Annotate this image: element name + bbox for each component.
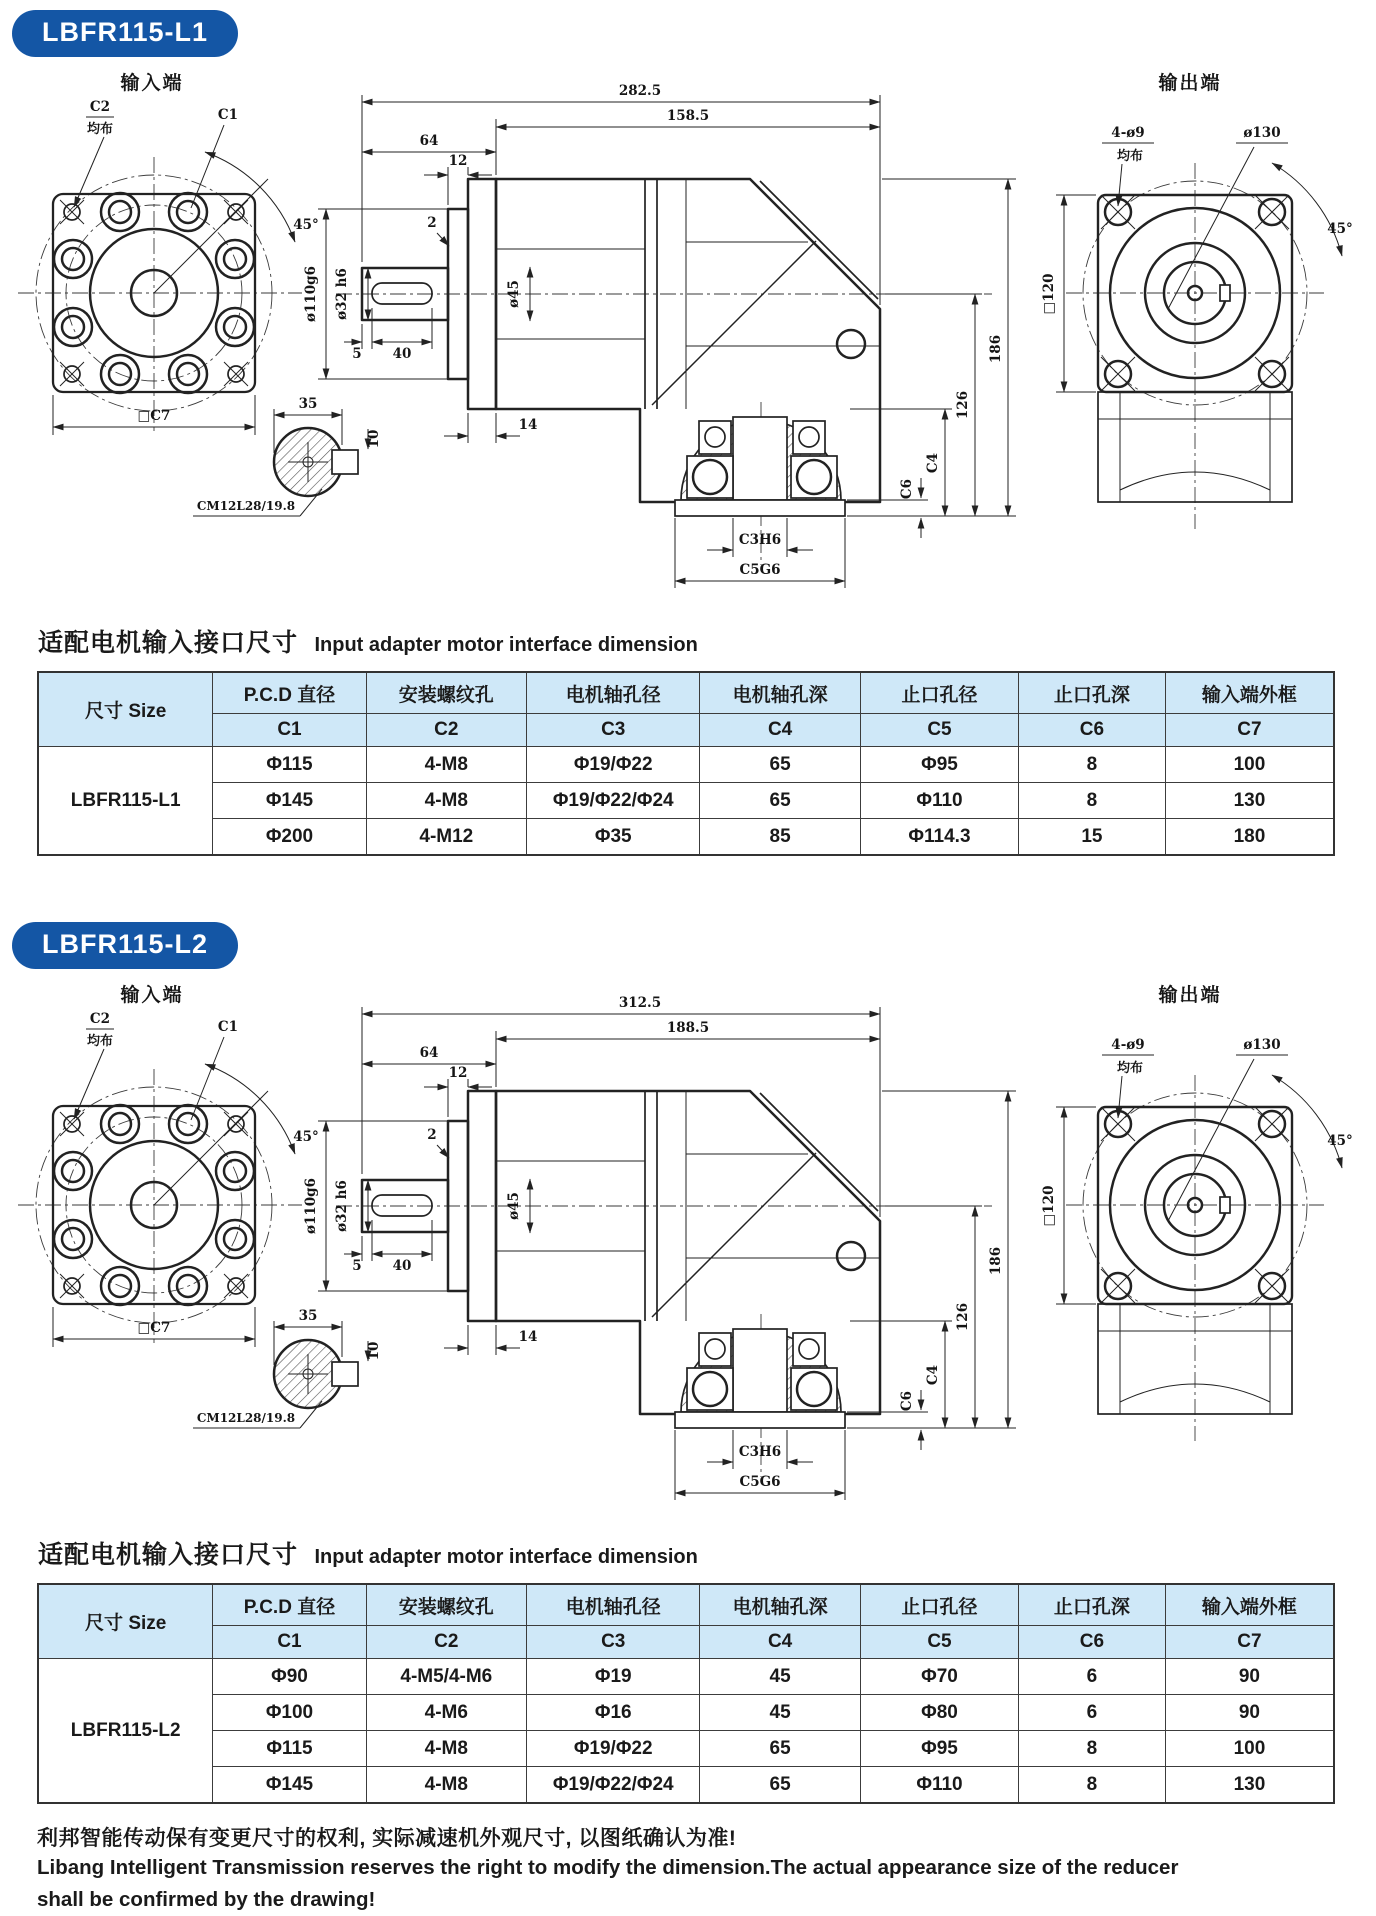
table-section-title (38, 623, 1376, 659)
output-holes-label: 4-ø9 (1111, 125, 1145, 141)
dim-c5g6: C5G6 (739, 562, 781, 578)
output-end-view (1041, 71, 1353, 529)
spec-cell: Φ19 (527, 1659, 700, 1695)
output-square-dim: □120 (1041, 273, 1057, 315)
spec-cell: Φ19/Φ22 (527, 1731, 700, 1767)
spec-cell: 90 (1165, 1659, 1334, 1695)
col-header: 电机轴孔径 (527, 1584, 700, 1626)
spec-cell: Φ19/Φ22/Φ24 (527, 1767, 700, 1804)
spec-cell: 180 (1165, 819, 1334, 856)
side-section-view (193, 995, 1016, 1500)
spec-cell: 4-M12 (366, 819, 527, 856)
model-cell: LBFR115-L2 (38, 1659, 213, 1804)
c2-evenly-label: 均布 (86, 121, 114, 136)
dim-12: 12 (448, 1065, 468, 1081)
detail-10-dim: 10 (366, 429, 382, 449)
spec-cell: 100 (1165, 747, 1334, 783)
col-header: 输入端外框 (1165, 1584, 1334, 1626)
dim-c5g6: C5G6 (739, 1474, 781, 1490)
dim-2: 2 (427, 1127, 437, 1143)
keyway-slot (372, 283, 432, 304)
input-45deg-label: 45° (293, 1129, 319, 1145)
header-row-2 (38, 1626, 1334, 1659)
col-subheader: C5 (860, 1626, 1018, 1659)
c2-evenly-label: 均布 (86, 1033, 114, 1048)
detail-10-dim: 10 (366, 1341, 382, 1361)
spec-cell: Φ115 (213, 1731, 366, 1767)
keyway-slot (372, 1195, 432, 1216)
table-row (38, 747, 1334, 783)
spec-table-l1 (37, 671, 1335, 856)
model-badge: LBFR115-L2 (12, 922, 238, 969)
dim-c4: C4 (925, 1364, 941, 1386)
spec-cell: 6 (1019, 1659, 1166, 1695)
engineering-drawing (0, 969, 1376, 1521)
square-c7-dim: □C7 (137, 408, 171, 424)
spec-table-l2 (37, 1583, 1335, 1804)
col-subheader: C2 (366, 714, 527, 747)
spec-cell: Φ110 (860, 1767, 1018, 1804)
size-header-cell: 尺寸 Size (38, 672, 213, 747)
disclaimer (37, 1822, 1376, 1916)
spec-cell: 4-M8 (366, 747, 527, 783)
col-subheader: C2 (366, 1626, 527, 1659)
input-end-view (18, 983, 319, 1347)
spec-cell: Φ19/Φ22/Φ24 (527, 783, 700, 819)
dim-14: 14 (518, 1329, 538, 1345)
output-end-label: 输出端 (1158, 985, 1222, 1006)
section-lbfr115-l1 (0, 0, 1376, 856)
col-subheader: C1 (213, 1626, 366, 1659)
spec-cell: Φ16 (527, 1695, 700, 1731)
spec-cell: 4-M5/4-M6 (366, 1659, 527, 1695)
disclaimer-en-2: shall be confirmed by the drawing! (37, 1887, 376, 1911)
dim-40: 40 (392, 1258, 412, 1274)
col-subheader: C3 (527, 714, 700, 747)
body-length-dim: 158.5 (666, 108, 710, 124)
dim-c3h6: C3H6 (738, 532, 782, 548)
output-end-view (1041, 983, 1353, 1441)
col-subheader: C7 (1165, 1626, 1334, 1659)
output-d130-label: ø130 (1243, 125, 1281, 141)
spec-cell: 65 (700, 783, 861, 819)
table-title-cn: 适配电机输入接口尺寸 (38, 1541, 299, 1569)
table-row (38, 1767, 1334, 1804)
table-row (38, 783, 1334, 819)
spec-cell: Φ80 (860, 1695, 1018, 1731)
spec-cell: Φ110 (860, 783, 1018, 819)
spec-cell: Φ35 (527, 819, 700, 856)
spec-cell: Φ70 (860, 1659, 1018, 1695)
col-subheader: C1 (213, 714, 366, 747)
shaft-spec-label: CM12L28/19.8 (196, 499, 296, 513)
model-badge: LBFR115-L1 (12, 10, 238, 57)
col-header: 安装螺纹孔 (366, 1584, 527, 1626)
body-length-dim: 188.5 (666, 1020, 710, 1036)
table-section-title (38, 1535, 1376, 1571)
dim-12: 12 (448, 153, 468, 169)
square-c7-dim: □C7 (137, 1320, 171, 1336)
spec-cell: Φ114.3 (860, 819, 1018, 856)
col-header: 电机轴孔深 (700, 672, 861, 714)
dim-d32h6: ø32 h6 (334, 1180, 350, 1232)
dim-d110g6: ø110g6 (303, 265, 319, 323)
col-subheader: C3 (527, 1626, 700, 1659)
spec-cell: 130 (1165, 783, 1334, 819)
col-header: 止口孔深 (1019, 1584, 1166, 1626)
dim-d110g6: ø110g6 (303, 1177, 319, 1235)
spec-cell: 65 (700, 747, 861, 783)
col-subheader: C7 (1165, 714, 1334, 747)
dim-d45: ø45 (506, 1192, 522, 1220)
spec-cell: Φ200 (213, 819, 366, 856)
col-subheader: C6 (1019, 714, 1166, 747)
spec-cell: Φ95 (860, 1731, 1018, 1767)
dim-126: 126 (955, 1302, 971, 1332)
spec-cell: 45 (700, 1695, 861, 1731)
table-title-cn: 适配电机输入接口尺寸 (38, 629, 299, 657)
col-header: 输入端外框 (1165, 672, 1334, 714)
col-subheader: C4 (700, 714, 861, 747)
dim-5: 5 (352, 346, 362, 362)
col-header: P.C.D 直径 (213, 672, 366, 714)
header-row-1 (38, 1584, 1334, 1626)
table-row (38, 1659, 1334, 1695)
dim-5: 5 (352, 1258, 362, 1274)
side-hole (837, 330, 865, 358)
spec-cell: 4-M6 (366, 1695, 527, 1731)
col-header: 止口孔径 (860, 672, 1018, 714)
table-row (38, 819, 1334, 856)
table-row (38, 1731, 1334, 1767)
spec-cell: 6 (1019, 1695, 1166, 1731)
c2-leader-label: C2 (89, 1011, 111, 1027)
dim-c3h6: C3H6 (738, 1444, 782, 1460)
c1-leader-label: C1 (217, 1019, 239, 1035)
table-title-en: Input adapter motor interface dimension (314, 634, 698, 656)
section-lbfr115-l2 (0, 912, 1376, 1804)
spec-cell: 45 (700, 1659, 861, 1695)
spec-cell: Φ100 (213, 1695, 366, 1731)
engineering-drawing (0, 57, 1376, 609)
spec-cell: 15 (1019, 819, 1166, 856)
table-title-en: Input adapter motor interface dimension (314, 1546, 698, 1568)
c1-leader-label: C1 (217, 107, 239, 123)
spec-cell: Φ90 (213, 1659, 366, 1695)
side-section-view (193, 83, 1016, 588)
dim-40: 40 (392, 346, 412, 362)
col-subheader: C6 (1019, 1626, 1166, 1659)
size-header-cell: 尺寸 Size (38, 1584, 213, 1659)
spec-cell: Φ19/Φ22 (527, 747, 700, 783)
table-row (38, 1695, 1334, 1731)
spec-cell: 130 (1165, 1767, 1334, 1804)
col-subheader: C5 (860, 714, 1018, 747)
input-end-label: 输入端 (120, 73, 184, 94)
shaft-end-detail (193, 1308, 382, 1428)
bearing-section (675, 417, 845, 516)
spec-cell: Φ145 (213, 783, 366, 819)
spec-cell: 8 (1019, 747, 1166, 783)
col-header: 电机轴孔径 (527, 672, 700, 714)
header-row-1 (38, 672, 1334, 714)
dim-c6: C6 (899, 478, 915, 500)
side-hole (837, 1242, 865, 1270)
output-45deg-label: 45° (1327, 221, 1353, 237)
model-cell: LBFR115-L1 (38, 747, 213, 856)
bearing-section (675, 1329, 845, 1428)
dim-126: 126 (955, 390, 971, 420)
overall-length-dim: 312.5 (618, 995, 662, 1011)
output-d130-label: ø130 (1243, 1037, 1281, 1053)
header-row-2 (38, 714, 1334, 747)
dim-64: 64 (419, 1045, 439, 1061)
spec-cell: 4-M8 (366, 1767, 527, 1804)
output-holes-label: 4-ø9 (1111, 1037, 1145, 1053)
output-holes-evenly-label: 均布 (1116, 1060, 1144, 1075)
col-header: 止口孔径 (860, 1584, 1018, 1626)
c2-leader-label: C2 (89, 99, 111, 115)
shaft-spec-label: CM12L28/19.8 (196, 1411, 296, 1425)
spec-cell: 8 (1019, 1731, 1166, 1767)
input-end-label: 输入端 (120, 985, 184, 1006)
technical-drawing-l1 (0, 57, 1376, 609)
col-header: 安装螺纹孔 (366, 672, 527, 714)
spec-cell: 100 (1165, 1731, 1334, 1767)
col-header: 电机轴孔深 (700, 1584, 861, 1626)
spec-cell: 90 (1165, 1695, 1334, 1731)
spec-cell: 8 (1019, 783, 1166, 819)
spec-cell: 4-M8 (366, 1731, 527, 1767)
overall-length-dim: 282.5 (618, 83, 662, 99)
output-end-label: 输出端 (1158, 73, 1222, 94)
col-subheader: C4 (700, 1626, 861, 1659)
col-header: 止口孔深 (1019, 672, 1166, 714)
dim-c4: C4 (925, 452, 941, 474)
spec-cell: 4-M8 (366, 783, 527, 819)
spec-cell: Φ145 (213, 1767, 366, 1804)
disclaimer-en-1: Libang Intelligent Transmission reserves the right to modify the dimension.The actual appearance size of the reducer (37, 1856, 1179, 1879)
dim-64: 64 (419, 133, 439, 149)
technical-drawing-l2 (0, 969, 1376, 1521)
output-square-dim: □120 (1041, 1185, 1057, 1227)
disclaimer-cn: 利邦智能传动保有变更尺寸的权利, 实际减速机外观尺寸, 以图纸确认为准! (37, 1827, 737, 1850)
dim-2: 2 (427, 215, 437, 231)
detail-35-dim: 35 (298, 396, 318, 412)
output-holes-evenly-label: 均布 (1116, 148, 1144, 163)
spec-cell: Φ115 (213, 747, 366, 783)
dim-d45: ø45 (506, 280, 522, 308)
dim-186: 186 (988, 334, 1004, 364)
dim-186: 186 (988, 1246, 1004, 1276)
spec-cell: Φ95 (860, 747, 1018, 783)
output-45deg-label: 45° (1327, 1133, 1353, 1149)
col-header: P.C.D 直径 (213, 1584, 366, 1626)
dim-14: 14 (518, 417, 538, 433)
dim-d32h6: ø32 h6 (334, 268, 350, 320)
spec-cell: 8 (1019, 1767, 1166, 1804)
input-end-view (18, 71, 319, 435)
shaft-end-detail (193, 396, 382, 516)
spec-cell: 85 (700, 819, 861, 856)
input-45deg-label: 45° (293, 217, 319, 233)
dim-c6: C6 (899, 1390, 915, 1412)
spec-cell: 65 (700, 1731, 861, 1767)
spec-cell: 65 (700, 1767, 861, 1804)
detail-35-dim: 35 (298, 1308, 318, 1324)
